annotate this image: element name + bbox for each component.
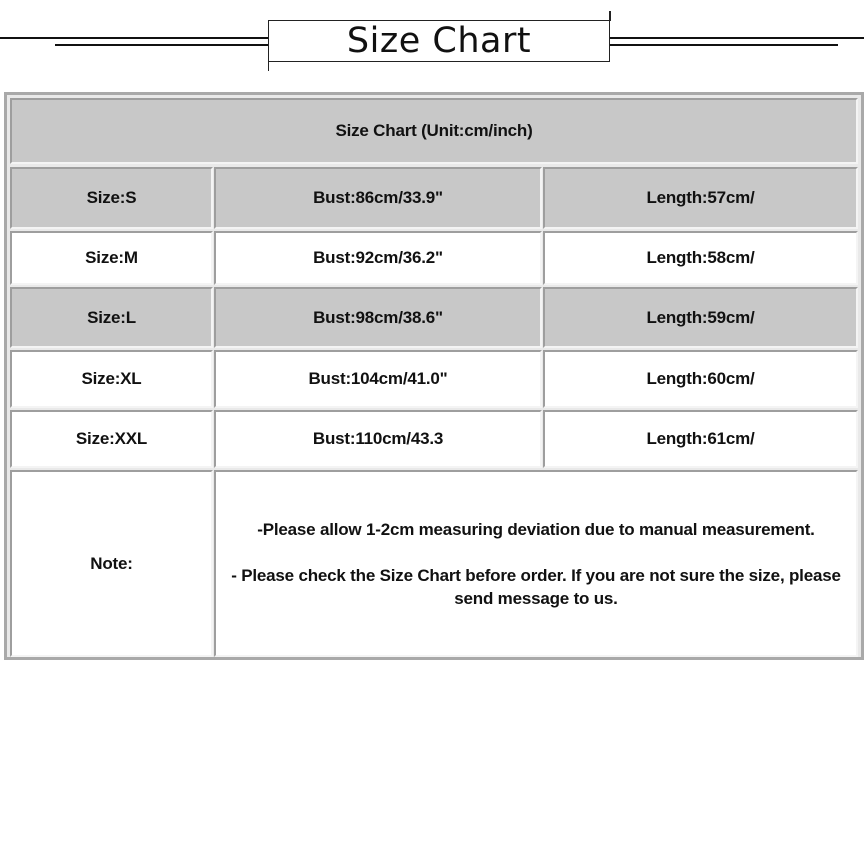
bust-cell: Bust:98cm/38.6"	[214, 287, 542, 348]
header-rule-right-bottom	[610, 44, 838, 46]
table-caption: Size Chart (Unit:cm/inch)	[10, 98, 858, 164]
header-rule-right-top	[610, 37, 864, 39]
length-cell: Length:61cm/	[543, 410, 858, 468]
size-cell: Size:M	[10, 231, 213, 285]
size-cell: Size:S	[10, 167, 213, 229]
page-title: Size Chart	[346, 20, 532, 61]
header-rule-left-top	[0, 37, 268, 39]
bust-cell: Bust:92cm/36.2"	[214, 231, 542, 285]
bust-cell: Bust:110cm/43.3	[214, 410, 542, 468]
size-cell: Size:XXL	[10, 410, 213, 468]
length-cell: Length:60cm/	[543, 350, 858, 408]
size-cell: Size:XL	[10, 350, 213, 408]
size-cell: Size:L	[10, 287, 213, 348]
bust-cell: Bust:104cm/41.0"	[214, 350, 542, 408]
length-cell: Length:58cm/	[543, 231, 858, 285]
title-banner	[268, 20, 610, 62]
note-content	[214, 470, 858, 657]
header-rule-left-bottom	[55, 44, 268, 46]
bust-cell: Bust:86cm/33.9"	[214, 167, 542, 229]
size-chart-table	[4, 92, 864, 660]
note-label: Note:	[10, 470, 213, 657]
note-line: -Please allow 1-2cm measuring deviation due to manual measurement.	[257, 519, 815, 539]
note-line: - Please check the Size Chart before order. If you are not sure the size, please send message to us.	[231, 565, 841, 608]
length-cell: Length:57cm/	[543, 167, 858, 229]
banner-corner-tick	[609, 11, 611, 21]
length-cell: Length:59cm/	[543, 287, 858, 348]
banner-corner-tick	[268, 61, 270, 71]
